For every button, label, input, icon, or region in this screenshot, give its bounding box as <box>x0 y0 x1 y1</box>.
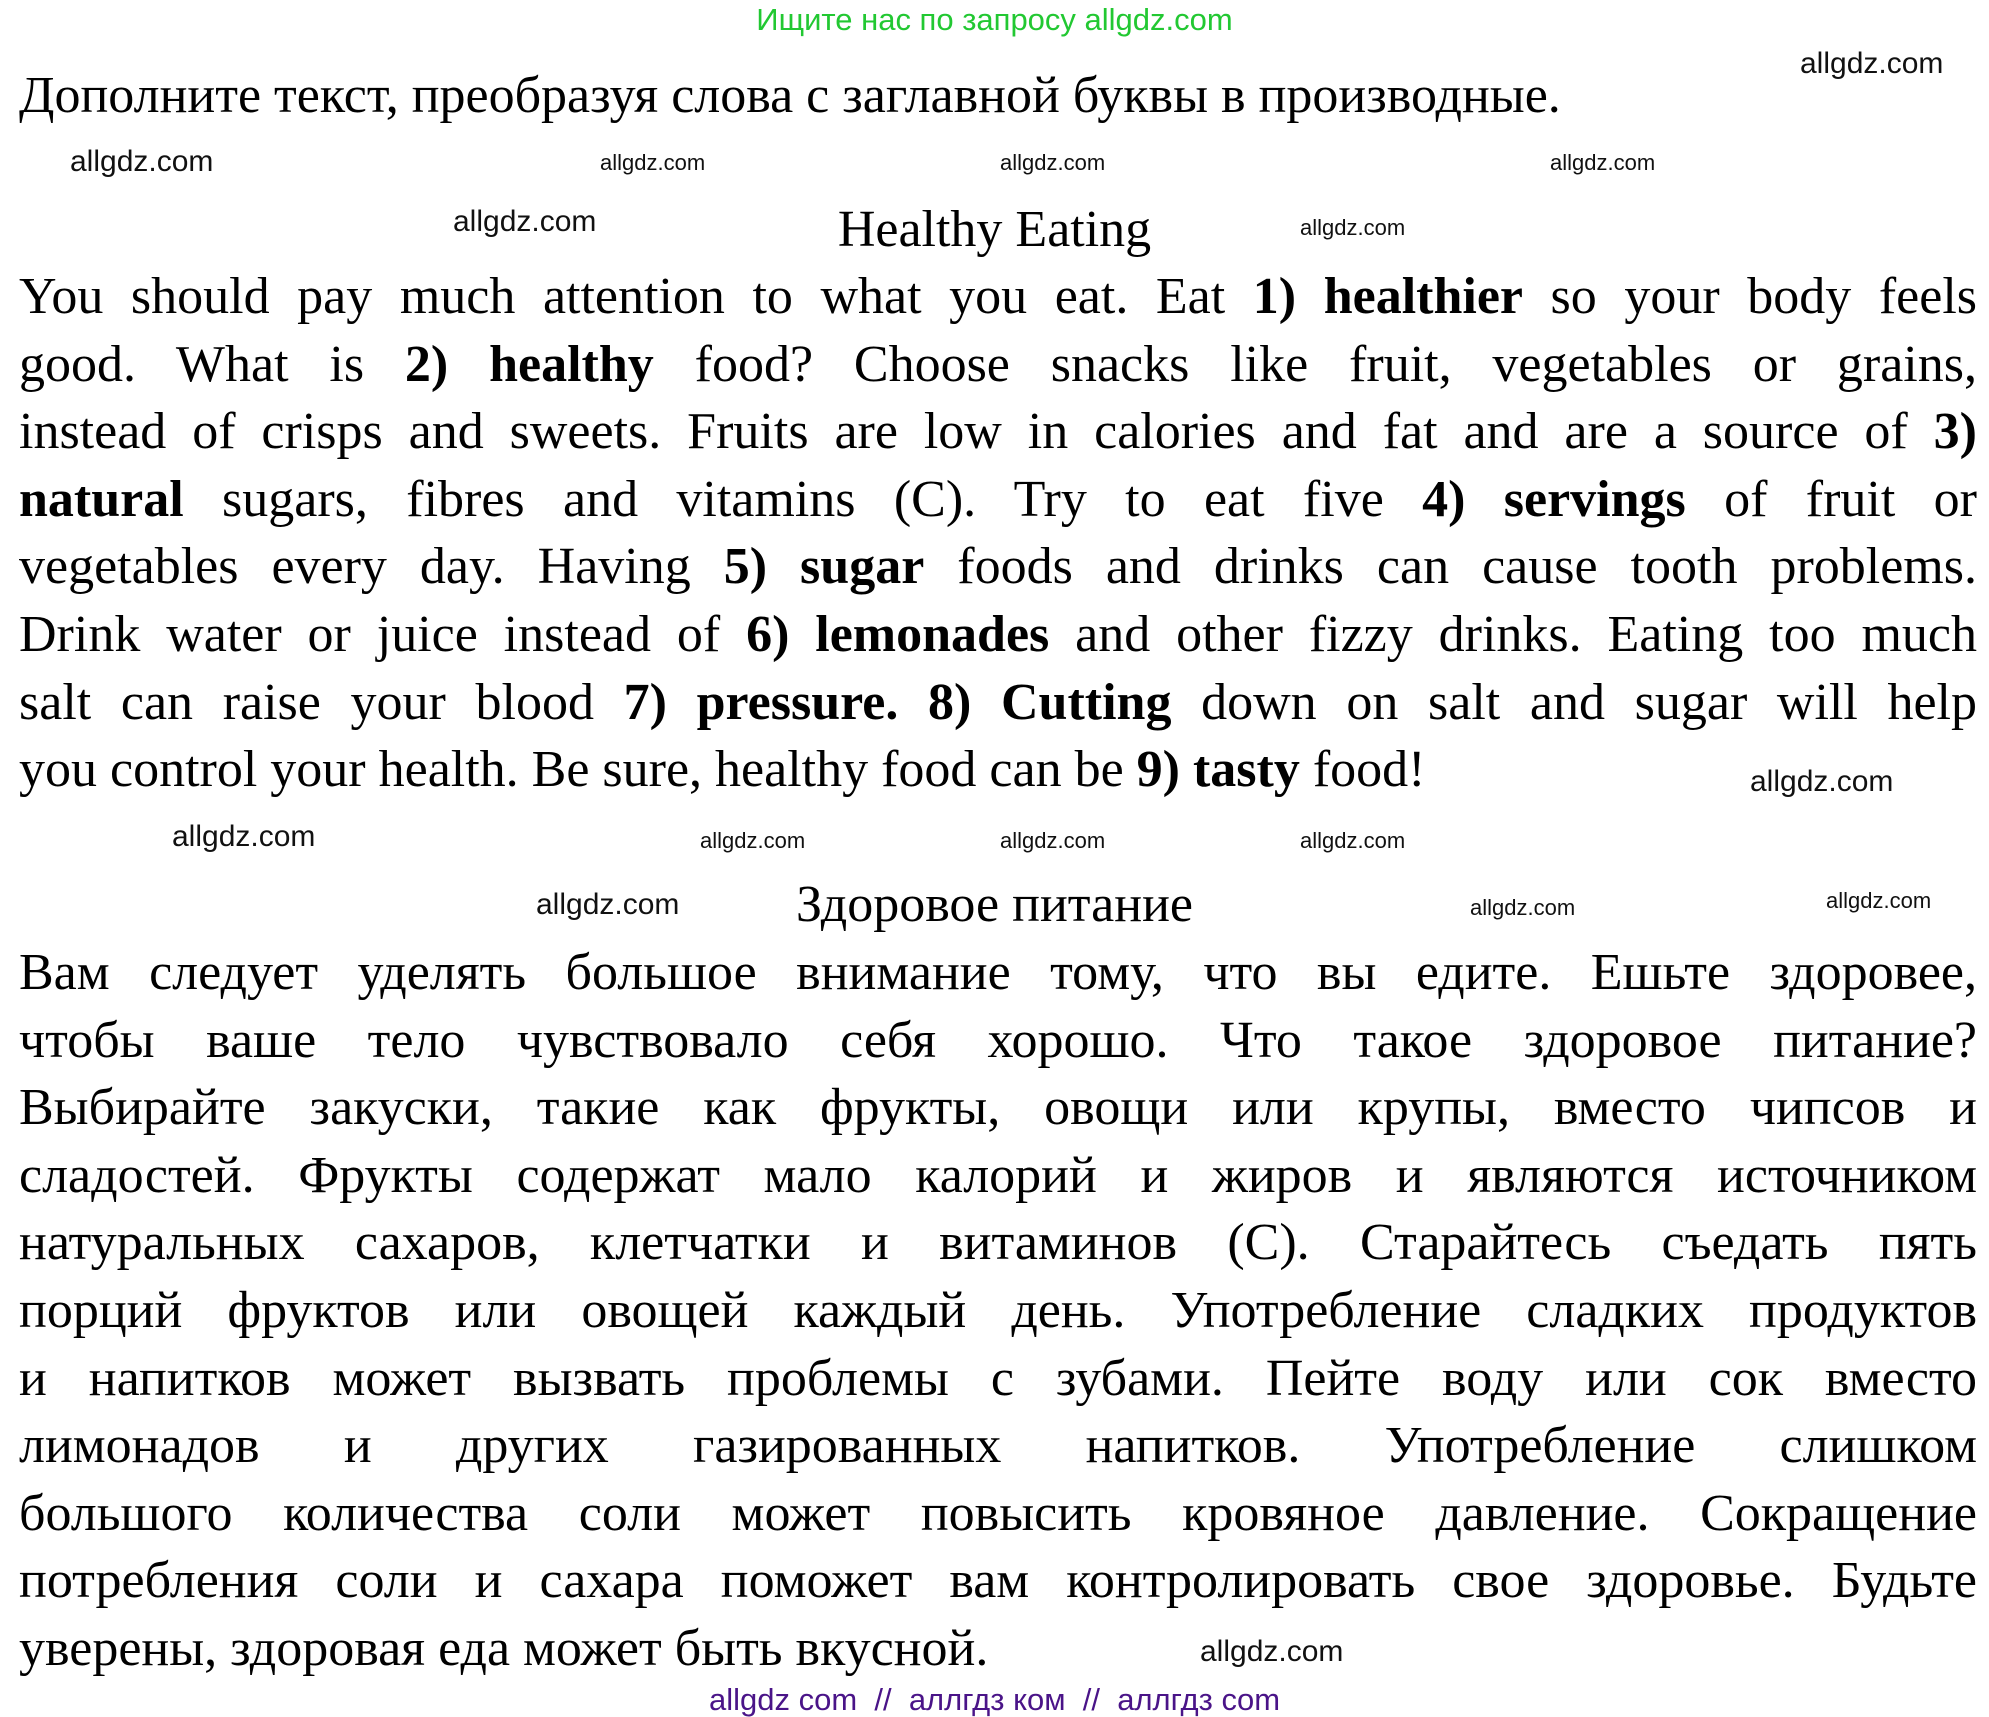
answer-word: natural <box>19 470 184 528</box>
watermark: allgdz.com <box>1000 150 1106 175</box>
text-line <box>19 263 1977 331</box>
text-segment: and other fizzy drinks. Eating too much <box>1049 605 1977 663</box>
text-segment: You should pay much attention to what you eat. Eat <box>19 268 1253 325</box>
text-segment: of fruit or <box>1685 470 1977 528</box>
text-line <box>19 1412 1977 1480</box>
watermark: allgdz.com <box>1750 765 1894 798</box>
text-line <box>19 1480 1977 1548</box>
watermark: allgdz.com <box>1200 1635 1344 1668</box>
text-segment: чтобы ваше тело чувствовало себя хорошо. Что такое здоровое питание? <box>19 1011 1977 1069</box>
watermark: allgdz.com <box>1300 215 1406 240</box>
text-line <box>19 736 1426 804</box>
watermark: allgdz.com <box>1000 828 1106 853</box>
text-segment: лимонадов и других газированных напитков. Употребление слишком <box>19 1417 1977 1475</box>
watermark: allgdz.com <box>1826 888 1932 913</box>
text-line <box>19 1142 1977 1210</box>
text-segment: instead of crisps and sweets. Fruits are low in calories and fat and are a source of <box>19 403 1934 461</box>
text-line <box>19 533 1977 601</box>
text-segment: vegetables every day. Having <box>19 538 724 596</box>
text-segment: so your body feels <box>1522 268 1978 325</box>
text-segment: food! <box>1299 741 1426 799</box>
text-line <box>19 398 1977 466</box>
text-line <box>19 1615 988 1683</box>
text-line <box>19 466 1977 534</box>
english-title: Healthy Eating <box>837 201 1152 258</box>
russian-paragraph <box>19 939 1977 1683</box>
text-segment: Drink water or juice instead of <box>19 605 747 663</box>
watermark: allgdz.com <box>700 828 806 853</box>
text-segment: salt can raise your blood <box>19 673 624 731</box>
bottom-banner: allgdz com // аллгдз ком // аллгдз com <box>708 1682 1281 1717</box>
text-segment: порций фруктов или овощей каждый день. Употребление сладких продуктов <box>19 1281 1977 1339</box>
watermark: allgdz.com <box>70 145 214 178</box>
text-line <box>19 939 1977 1007</box>
answer-word: 4) servings <box>1422 470 1686 528</box>
text-segment: сладостей. Фрукты содержат мало калорий и жиров и являются источником <box>19 1146 1977 1204</box>
answer-word: 6) lemonades <box>746 605 1050 663</box>
watermark: allgdz.com <box>1300 828 1406 853</box>
text-segment: уверены, здоровая еда может быть вкусной. <box>19 1619 989 1677</box>
text-segment: Выбирайте закуски, такие как фрукты, овощи или крупы, вместо чипсов и <box>19 1079 1977 1137</box>
text-segment: sugars, fibres and vitamins (C). Try to eat five <box>183 470 1423 528</box>
answer-word: 7) pressure. 8) Cutting <box>623 673 1172 731</box>
watermark: allgdz.com <box>453 205 597 238</box>
answer-word: 3) <box>1933 403 1977 461</box>
text-segment: food? Choose snacks like fruit, vegetables or grains, <box>653 335 1977 393</box>
text-segment: down on salt and sugar will help <box>1171 673 1978 731</box>
watermark: allgdz.com <box>600 150 706 175</box>
text-segment: натуральных сахаров, клетчатки и витаминов (С). Старайтесь съедать пять <box>19 1214 1977 1272</box>
answer-word: 9) tasty <box>1136 741 1300 799</box>
text-segment: good. What is <box>19 335 405 393</box>
russian-title: Здоровое питание <box>796 876 1193 933</box>
text-line <box>19 1277 1977 1345</box>
text-line <box>19 331 1977 399</box>
watermark: allgdz.com <box>536 888 680 921</box>
watermark: allgdz.com <box>1800 47 1944 80</box>
text-line <box>19 669 1977 737</box>
text-line <box>19 1209 1977 1277</box>
watermark: allgdz.com <box>172 820 316 853</box>
text-line <box>19 1007 1977 1075</box>
text-segment: большого количества соли может повысить кровяное давление. Сокращение <box>19 1484 1977 1542</box>
text-line <box>19 1547 1977 1615</box>
text-line <box>19 601 1977 669</box>
answer-word: 5) sugar <box>723 538 925 596</box>
answer-word: 2) healthy <box>404 335 654 393</box>
text-segment: foods and drinks can cause tooth problems. <box>924 538 1977 596</box>
text-line <box>19 1345 1977 1413</box>
answer-word: 1) healthier <box>1252 268 1523 325</box>
top-banner: Ищите нас по запросу allgdz.com <box>756 2 1233 37</box>
text-segment: you control your health. Be sure, healthy food can be <box>19 741 1137 799</box>
instruction-heading: Дополните текст, преобразуя слова с заглавной буквы в производные. <box>19 67 1561 124</box>
text-segment: и напитков может вызвать проблемы с зубами. Пейте воду или сок вместо <box>19 1349 1977 1407</box>
watermark: allgdz.com <box>1550 150 1656 175</box>
text-line <box>19 1074 1977 1142</box>
text-segment: Вам следует уделять большое внимание тому, что вы едите. Ешьте здоровее, <box>19 944 1977 1001</box>
text-segment: потребления соли и сахара поможет вам контролировать свое здоровье. Будьте <box>19 1552 1977 1610</box>
english-paragraph <box>19 263 1977 804</box>
watermark: allgdz.com <box>1470 895 1576 920</box>
